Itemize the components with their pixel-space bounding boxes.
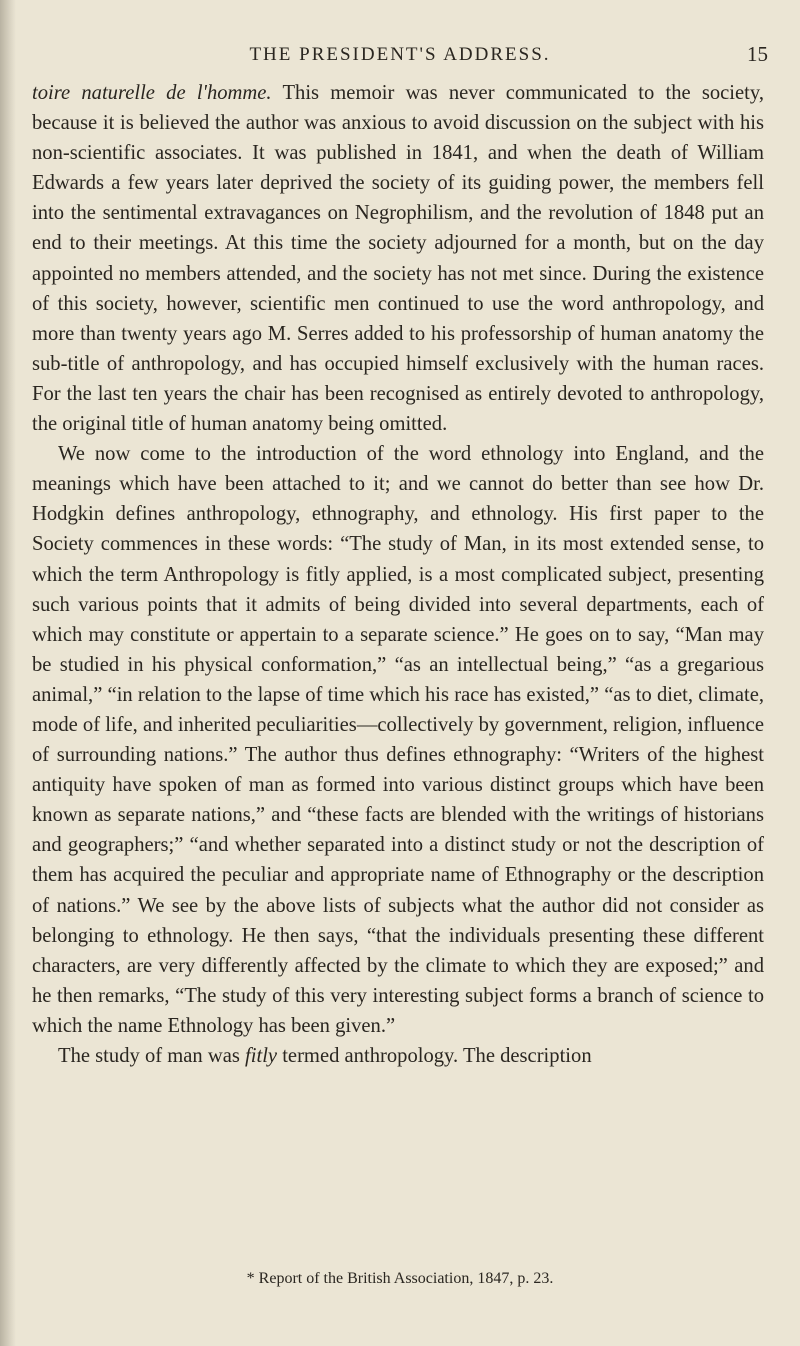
paragraph — [32, 78, 764, 439]
paragraph-text: termed anthropology. The description — [277, 1045, 592, 1067]
italic-phrase: toire naturelle de l'homme. — [32, 82, 272, 104]
running-head-title: THE PRESIDENT'S ADDRESS. — [249, 44, 551, 65]
paragraph-text: The study of man was — [58, 1045, 246, 1067]
paragraph — [32, 439, 764, 1041]
page — [24, 44, 776, 1071]
paragraph — [32, 1041, 764, 1071]
italic-word: fitly — [245, 1045, 278, 1067]
paragraph-text: This memoir was never communicated to the society, because it is believed the author was anxious to avoid discussion on the subject with his non-scientific associates. It was published in 1841, and when the death of William Edwards a few years later deprived the society of its guiding power, the members fell into the sentimental extravagances on Negrophilism, and the revolution of 1848 put an end to their meetings. At this time the society adjourned for a month, but on the day appointed no members attended, and the society has not met since. During the existence of this society, however, scientific men continued to use the word anthropology, and more than twenty years ago M. Serres added to his professorship of human anatomy the sub-title of anthropology, and has occupied himself exclusively with the human races. For the last ten years the chair has been recognised as entirely devoted to anthropology, the original title of human anatomy being omitted. — [32, 82, 764, 436]
running-head — [24, 44, 776, 78]
body-text — [32, 78, 764, 1071]
binding-gutter — [0, 0, 16, 1346]
paragraph-text: We now come to the introduction of the word ethnology into England, and the meanings which have been attached to it; and we cannot do better than see how Dr. Hodgkin defines anthropology, ethnography, and ethnology. His first paper to the Society commences in these words: “The study of Man, in its most extended sense, to which the term Anthropology is fitly applied, is a most complicated subject, presenting such various points that it admits of being divided into several departments, each of which may constitute or appertain to a separate science.” He goes on to say, “Man may be studied in his physical conformation,” “as an intellectual being,” “as a gregarious animal,” “in relation to the lapse of time which his race has existed,” “as to diet, climate, mode of life, and inherited peculiarities—collectively by government, religion, influence of surrounding nations.” The author thus defines ethnography: “Writers of the highest antiquity have spoken of man as formed into various distinct groups which have been known as separate nations,” and “these facts are blended with the writings of historians and geographers;” “and whether separated into a distinct study or not the description of them has acquired the peculiar and appropriate name of Ethnography or the description of nations.” We see by the above lists of subjects what the author did not consider as belonging to ethnology. He then says, “that the individuals presenting these different characters, are very differently affected by the climate to which they are exposed;” and he then remarks, “The study of this very interesting subject forms a branch of science to which the name Ethnology has been given.” — [32, 443, 764, 1037]
footnote: * Report of the British Association, 1847, p. 23. — [246, 1270, 554, 1287]
page-number: 15 — [747, 42, 768, 66]
